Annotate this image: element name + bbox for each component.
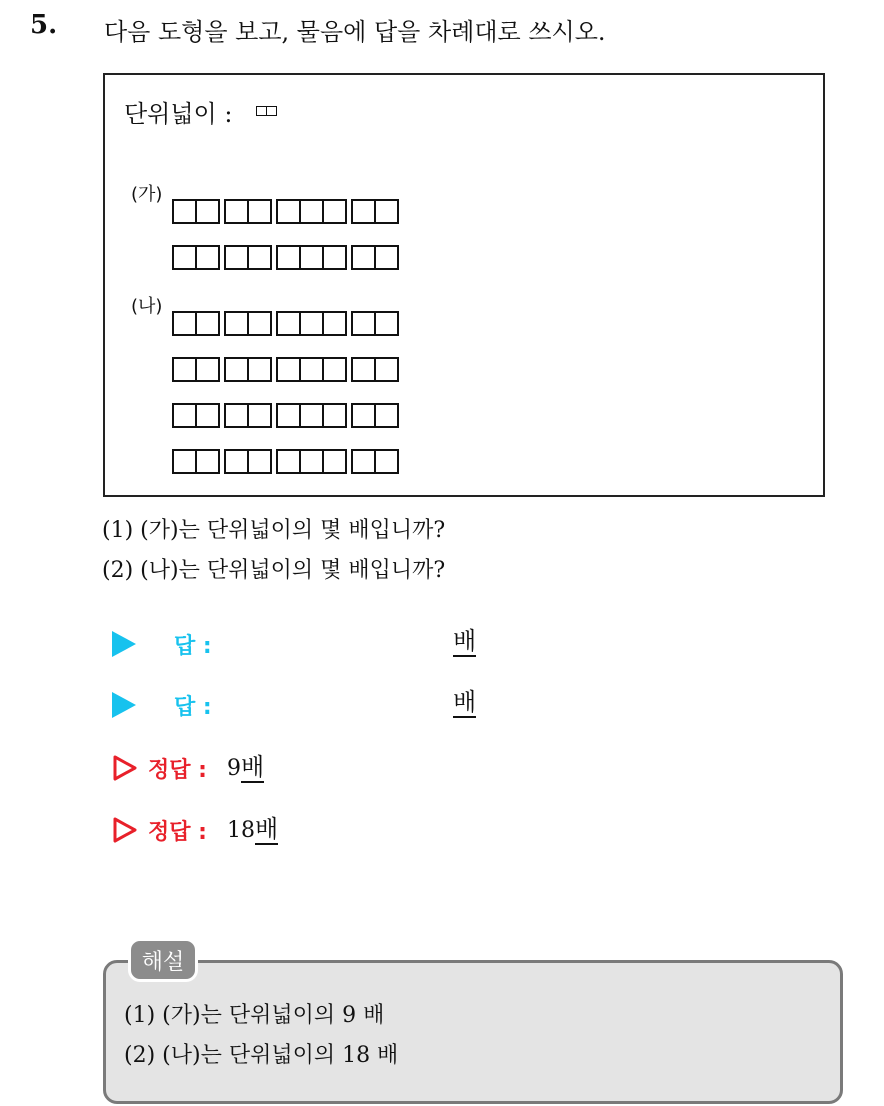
figure-cell-group (224, 199, 272, 224)
figure-cell-group (172, 403, 220, 428)
answer-key-triangle-icon (112, 754, 138, 782)
figure-cell (172, 199, 197, 224)
figure-cell (374, 245, 399, 270)
figure-cell (224, 449, 249, 474)
figure-cell-group (172, 245, 220, 270)
figure-cell (195, 199, 220, 224)
question-number: 5. (30, 10, 58, 40)
figure-cell (276, 245, 301, 270)
figure-cell (299, 199, 324, 224)
figure-cell (276, 199, 301, 224)
figure-cell-group (351, 449, 399, 474)
answer-key-label: 정답 : (148, 757, 207, 783)
figure-cell (374, 199, 399, 224)
answer-label: 답 : (174, 633, 212, 659)
figure-cell-group (276, 245, 347, 270)
figure-cell (247, 357, 272, 382)
figure-row (172, 449, 403, 474)
figure-cell-group (172, 199, 220, 224)
figure-cell (247, 449, 272, 474)
figure-cell-group (224, 245, 272, 270)
figure-cell (299, 311, 324, 336)
figure-row (172, 311, 403, 336)
figure-row (172, 357, 403, 382)
figure-row (172, 403, 403, 428)
figure-cell (172, 449, 197, 474)
figure-cell-group (351, 199, 399, 224)
figure-cell-group (172, 449, 220, 474)
answer-key-label: 정답 : (148, 819, 207, 845)
figure-cell (351, 245, 376, 270)
figure-cell (351, 403, 376, 428)
figure-box (103, 73, 825, 497)
figure-cell-group (276, 357, 347, 382)
figure-cell (224, 199, 249, 224)
figure-cell (172, 311, 197, 336)
figure-cell (195, 449, 220, 474)
figure-cell (351, 449, 376, 474)
answer-blank-1[interactable]: 배 (453, 627, 477, 655)
figure-cell-group (224, 449, 272, 474)
answer-label: 답 : (174, 694, 212, 720)
answer-key-triangle-icon (112, 816, 138, 844)
figure-cell-group (276, 449, 347, 474)
figure-cell (195, 357, 220, 382)
figure-cell (299, 449, 324, 474)
figure-cell (224, 245, 249, 270)
figure-cell-group (224, 311, 272, 336)
figure-cell (351, 357, 376, 382)
figure-cell (247, 199, 272, 224)
answer-row-1 (112, 627, 212, 661)
figure-cell (374, 403, 399, 428)
figure-cell-group (351, 245, 399, 270)
unit-area-label: 단위넓이 : (124, 100, 233, 128)
figure-cell (247, 403, 272, 428)
unit-cell (266, 106, 277, 116)
figure-cell (195, 245, 220, 270)
figure-cell (195, 403, 220, 428)
unit-area-figure (256, 106, 277, 116)
figure-cell (322, 199, 347, 224)
figure-cell-group (276, 403, 347, 428)
figure-cell-group (351, 357, 399, 382)
figure-cell (322, 403, 347, 428)
figure-cell (322, 245, 347, 270)
figure-cell-group (172, 311, 220, 336)
answer-arrow-icon (112, 631, 136, 657)
figure-cell (224, 357, 249, 382)
figure-cell (322, 449, 347, 474)
figure-cell (276, 449, 301, 474)
figure-cell (172, 245, 197, 270)
figure-cell (172, 357, 197, 382)
figure-row (172, 199, 403, 224)
figure-cell (247, 245, 272, 270)
figure-cell-group (224, 357, 272, 382)
figure-cell (224, 403, 249, 428)
figure-cell-group (224, 403, 272, 428)
sub-question-1: (1) (가)는 단위넓이의 몇 배입니까? (102, 518, 446, 543)
figure-cell (322, 311, 347, 336)
answer-row-2 (112, 688, 212, 722)
explanation-line-2: (2) (나)는 단위넓이의 18 배 (124, 1043, 399, 1068)
figure-cell (322, 357, 347, 382)
figure-cell (374, 357, 399, 382)
figure-cell (172, 403, 197, 428)
figure-cell (299, 357, 324, 382)
figure-cell (276, 357, 301, 382)
answer-key-unit: 배 (240, 753, 265, 781)
figure-cell (276, 403, 301, 428)
answer-key-row-1 (112, 751, 264, 785)
shape-na-label: (나) (131, 296, 163, 317)
figure-cell (299, 403, 324, 428)
explanation-tab: 해설 (128, 938, 198, 982)
figure-cell (299, 245, 324, 270)
answer-key-value: 9 (226, 755, 241, 781)
figure-cell-group (351, 403, 399, 428)
figure-row (172, 245, 403, 270)
explanation-box (103, 960, 843, 1104)
figure-cell (195, 311, 220, 336)
shape-ga-label: (가) (131, 184, 163, 205)
figure-cell (276, 311, 301, 336)
figure-cell (374, 311, 399, 336)
answer-key-value: 18 (226, 817, 255, 843)
figure-cell (247, 311, 272, 336)
answer-blank-2[interactable]: 배 (453, 688, 477, 716)
figure-cell (224, 311, 249, 336)
figure-cell-group (351, 311, 399, 336)
answer-arrow-icon (112, 692, 136, 718)
figure-cell (351, 199, 376, 224)
figure-cell (374, 449, 399, 474)
explanation-line-1: (1) (가)는 단위넓이의 9 배 (124, 1003, 385, 1028)
answer-key-row-2 (112, 813, 278, 847)
figure-cell-group (276, 199, 347, 224)
figure-cell (351, 311, 376, 336)
figure-cell-group (172, 357, 220, 382)
sub-question-2: (2) (나)는 단위넓이의 몇 배입니까? (102, 558, 446, 583)
question-text: 다음 도형을 보고, 물음에 답을 차례대로 쓰시오. (104, 18, 606, 46)
figure-cell-group (276, 311, 347, 336)
answer-key-unit: 배 (254, 815, 279, 843)
